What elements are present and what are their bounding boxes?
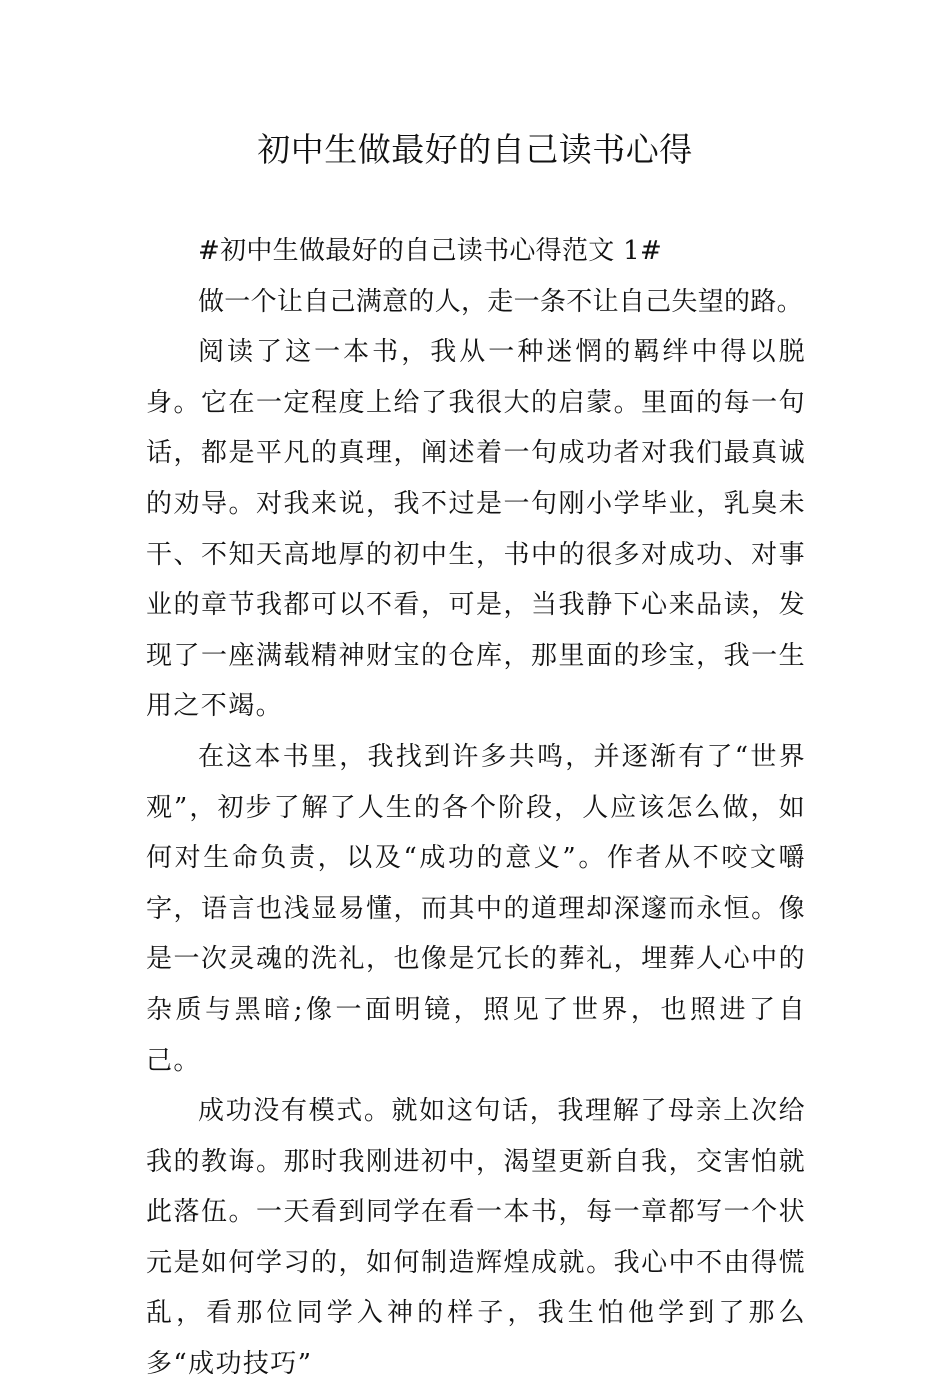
paragraph-success: 成功没有模式。就如这句话，我理解了母亲上次给我的教诲。那时我刚进初中，渴望更新自我，交害怕就此落伍。一天看到同学在看一本书，每一章都写一个状元是如何学习的，如何制造辉煌成就。我心中不由得慌乱，看那位同学入神的样子，我生怕他学到了那么多“成功技巧”	[146, 1096, 806, 1380]
document-body	[146, 226, 806, 1390]
paragraph-reading: 阅读了这一本书，我从一种迷惘的羁绊中得以脱身。它在一定程度上给了我很大的启蒙。里面的每一句话，都是平凡的真理，阐述着一句成功者对我们最真诚的劝导。对我来说，我不过是一句刚小学毕业，乳臭未干、不知天高地厚的初中生，书中的很多对成功、对事业的章节我都可以不看，可是，当我静下心来品读，发现了一座满载精神财宝的仓库，那里面的珍宝，我一生用之不竭。	[146, 337, 806, 722]
paragraph-resonance: 在这本书里，我找到许多共鸣，并逐渐有了“世界观”，初步了解了人生的各个阶段，人应该怎么做，如何对生命负责，以及“成功的意义”。作者从不咬文嚼字，语言也浅显易懂，而其中的道理却深邃而永恒。像是一次灵魂的洗礼，也像是冗长的葬礼，埋葬人心中的杂质与黑暗;像一面明镜，照见了世界，也照进了自己。	[146, 741, 806, 1076]
paragraph-motto: 做一个让自己满意的人，走一条不让自己失望的路。	[198, 286, 803, 317]
document-title: 初中生做最好的自己读书心得	[257, 130, 693, 169]
paragraph-heading: #初中生做最好的自己读书心得范文 1#	[198, 236, 663, 266]
